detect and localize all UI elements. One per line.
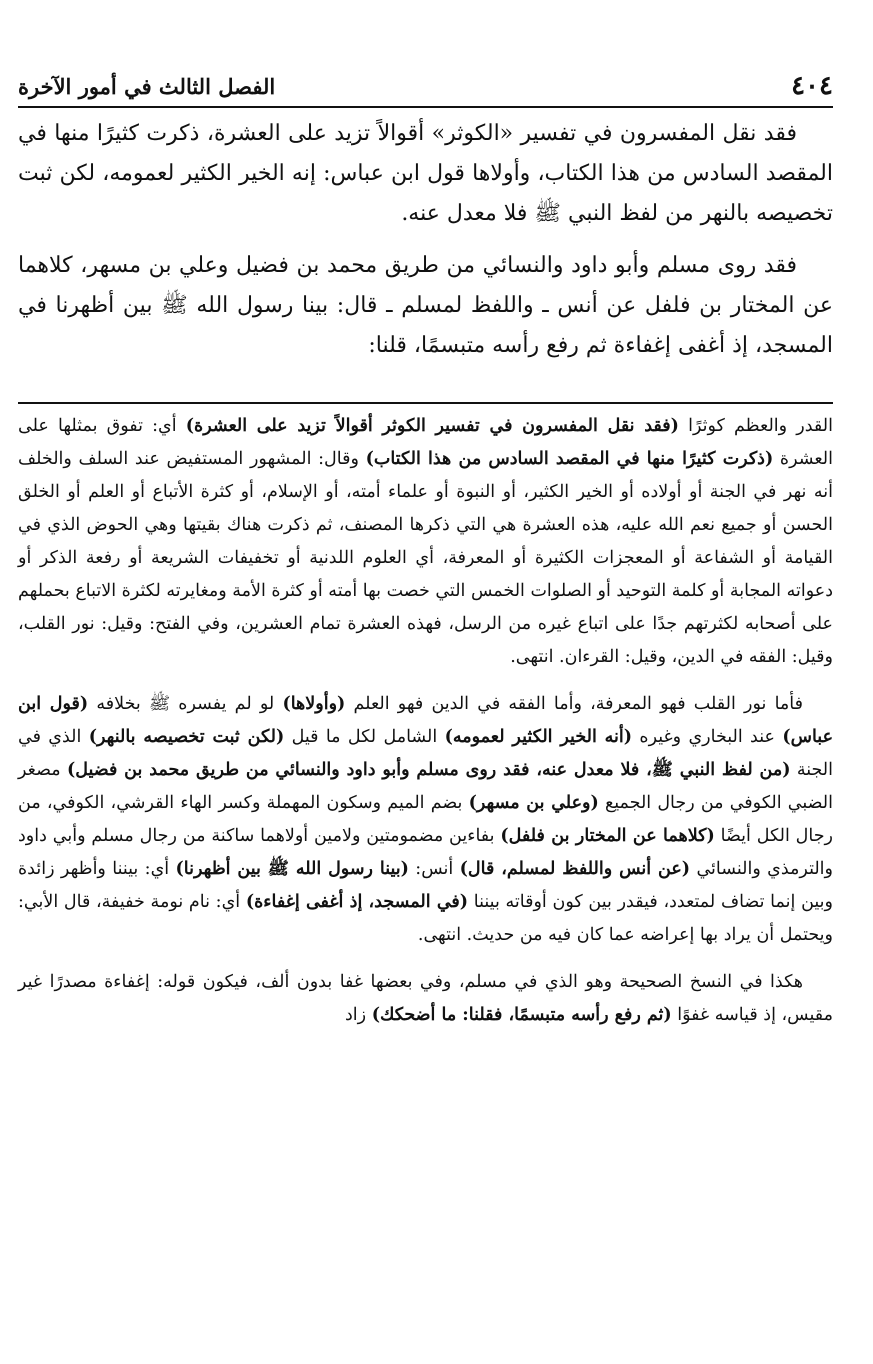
matn-quote: (ثم رفع رأسه متبسمًا، فقلنا: ما أضحكك) <box>371 1005 672 1025</box>
matn-quote: (لكن ثبت تخصيصه بالنهر) <box>88 727 285 747</box>
commentary-text: وقال: المشهور المستفيض عند السلف والخلف أنه نهر في الجنة أو أولاده أو الخير الكثير، أو النبوة أو علماء أمته، أو الإسلام، أو كثرة الأتباع أو العلم أو الخلق الحسن أو جميع نعم الله عليه، هذه العشرة هي التي ذكرها المصنف، ثم ذكرت هناك بقيتها وهي الحوض الذي في القيامة أو الشفاعة أو المعجزات الكثيرة أو المعرفة، أي العلوم اللدنية أو تخفيفات الشريعة أو رفعة الذكر أو دعواته المجابة أو كلمة التوحيد أو الصلوات الخمس التي خصت بها أمته أو كثرة الأمة ومغايرته لكثرة الاتباع بحملهم على أصحابه لكثرتهم جدًا على اتباع غيره من الرسل، فهذه العشرة تمام العشرين، وفي الفتح: وقيل: نور القلب، وقيل: الفقه في الدين، وقيل: القرءان. انتهى. <box>17 449 833 667</box>
matn-quote: (عن أنس واللفظ لمسلم، قال) <box>459 859 691 879</box>
commentary-text: أنس: <box>408 859 460 879</box>
divider <box>18 402 833 404</box>
matn-quote: (قول ابن عباس) <box>18 694 834 747</box>
commentary-text: أي: نام نومة خفيفة، قال الأبي: ويحتمل أن يراد بها إعراضه عما كان فيه من حديث. انتهى. <box>18 892 833 945</box>
matn-quote: (بينا رسول الله ﷺ بين أظهرنا) <box>175 859 409 879</box>
commentary-paragraph <box>18 966 833 1032</box>
matn-quote: (وعلي بن مسهر) <box>468 793 599 813</box>
matn-quote: (كلاهما عن المختار بن فلفل) <box>500 826 715 846</box>
commentary-text: لو لم يفسره ﷺ بخلافه <box>88 694 283 714</box>
matn-quote: (أنه الخير الكثير لعمومه) <box>444 727 633 747</box>
commentary-paragraph <box>18 688 833 952</box>
commentary-text: عند البخاري وغيره <box>632 727 783 747</box>
matn-quote: (من لفظ النبي ﷺ، فلا معدل عنه، فقد روى مسلم وأبو داود والنسائي من طريق محمد بن فضيل) <box>66 760 791 780</box>
main-paragraph: فقد روى مسلم وأبو داود والنسائي من طريق محمد بن فضيل وعلي بن مسهر، كلاهما عن المختار بن فلفل عن أنس ـ واللفظ لمسلم ـ قال: بينا رسول الله ﷺ بين أظهرنا في المسجد، إذ أغفى إغفاءة ثم رفع رأسه متبسمًا، قلنا: <box>18 253 833 358</box>
commentary-text: بفاءين مضمومتين ولامين أولاهما ساكنة من رجال مسلم وأبي داود والترمذي والنسائي <box>18 826 833 879</box>
main-paragraph: فقد نقل المفسرون في تفسير «الكوثر» أقوالاً تزيد على العشرة، ذكرت كثيرًا منها في المقصد السادس من هذا الكتاب، وأولاها قول ابن عباس: إنه الخير الكثير لعمومه، لكن ثبت تخصيصه بالنهر من لفظ النبي ﷺ فلا معدل عنه. <box>18 121 833 226</box>
main-text <box>18 114 833 366</box>
commentary-paragraph <box>18 410 833 674</box>
commentary-text: مصغر الضبي الكوفي من رجال الجميع <box>18 760 833 813</box>
matn-quote: (وأولاها) <box>282 694 346 714</box>
commentary <box>18 410 833 1046</box>
commentary-text: أي: تفوق بمثلها على العشرة <box>18 416 833 469</box>
commentary-text: زاد <box>345 1005 372 1025</box>
matn-quote: (فقد نقل المفسرون في تفسير الكوثر أقوالاً تزيد على العشرة) <box>185 416 679 436</box>
commentary-text: فأما نور القلب فهو المعرفة، وأما الفقه في الدين فهو العلم <box>345 694 803 714</box>
matn-quote: (ذكرت كثيرًا منها في المقصد السادس من هذا الكتاب) <box>365 449 774 469</box>
matn-quote: (في المسجد، إذ أغفى إغفاءة) <box>245 892 469 912</box>
commentary-text: الشامل لكل ما قيل <box>284 727 445 747</box>
commentary-text: القدر والعظم كوثرًا <box>678 416 833 436</box>
running-head: الفصل الثالث في أمور الآخرة <box>18 73 276 99</box>
commentary-text: الذي في الجنة <box>18 727 833 780</box>
page-header <box>18 66 833 108</box>
commentary-text: أي: بيننا وأظهر زائدة وبين إنما تضاف لمتعدد، فيقدر بين كون أوقاته بيننا <box>18 859 833 912</box>
page-number: ٤٠٤ <box>791 71 833 101</box>
commentary-text: بضم الميم وسكون المهملة وكسر الهاء القرشي، الكوفي، من رجال الكل أيضًا <box>18 793 833 846</box>
commentary-text: هكذا في النسخ الصحيحة وهو الذي في مسلم، وفي بعضها غفا بدون ألف، فيكون قوله: إغفاءة مصدرًا غير مقيس، إذ قياسه غفوًا <box>18 972 833 1025</box>
